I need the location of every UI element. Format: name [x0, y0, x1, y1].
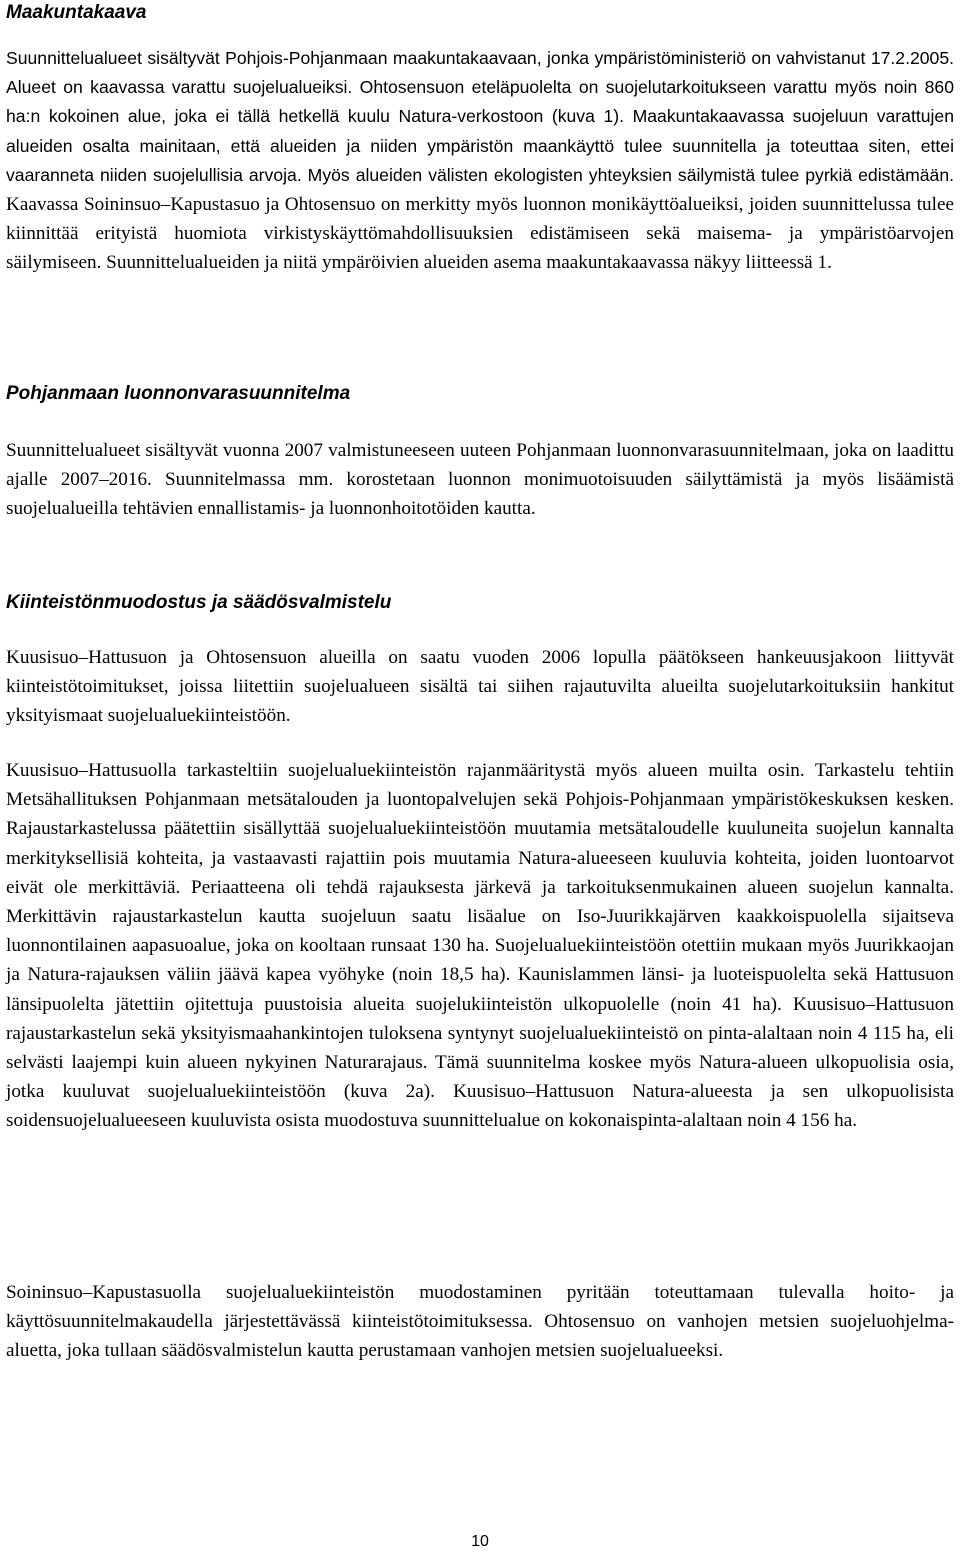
section-heading-luonnonvarasuunnitelma: Pohjanmaan luonnonvarasuunnitelma	[6, 383, 351, 404]
section-heading-kiinteistonmuodostus: Kiinteistönmuodostus ja säädösvalmistelu	[6, 592, 392, 613]
paragraph-soininsuo: Soininsuo–Kapustasuolla suojelualuekiinteistön muodostaminen pyritään toteuttamaan tulevalla hoito- ja käyttösuunnitelmakaudella järjestettävässä kiinteistötoimituksessa. Ohtosensuo on vanhojen metsien suojeluohjelma-aluetta, joka tullaan säädösvalmistelun kautta perustamaan vanhojen metsien suojelualueeksi.	[6, 1282, 954, 1362]
paragraph-kiinteistotoimitukset: Kuusisuo–Hattusuon ja Ohtosensuon alueilla on saatu vuoden 2006 lopulla päätökseen hankeuusjakoon liittyvät kiinteistötoimitukset, joissa liitettiin suojelualueen sisältä tai siihen rajautuvilta alueilta suojelutarkoituksiin hankitut yksityismaat suojelualuekiinteistöön.	[6, 647, 954, 727]
section-heading-maakuntakaava: Maakuntakaava	[6, 2, 147, 23]
paragraph-luonnonvarasuunnitelma: Suunnittelualueet sisältyvät vuonna 2007 valmistuneeseen uuteen Pohjanmaan luonnonvarasuunnitelmaan, joka on laadittu ajalle 2007–2016. Suunnitelmassa mm. korostetaan luonnon monimuotoisuuden säilyttämistä ja myös lisäämistä suojelualueilla tehtävien ennallistamis- ja luonnonhoitotöiden kautta.	[6, 440, 954, 520]
paragraph-text-sans: Suunnittelualueet sisältyvät Pohjois-Pohjanmaan maakuntakaavaan, jonka ympäristöministeriö on vahvistanut 17.2.2005. Alueet on kaavassa varattu suojelualueiksi. Ohtosensuon eteläpuolelta on suojelutarkoitukseen varattu myös noin 860 ha:n kokoinen alue, joka ei tällä hetkellä kuulu Natura-verkostoon (kuva 1). Maakuntakaavassa suojeluun varattujen alueiden osalta mainitaan, että alueiden ja niiden ympäristön maankäyttö tulee suunnitella ja toteuttaa siten, ettei vaaranneta niiden suojelullisia arvoja. Myös alueiden välisten ekologisten yhteyksien säilymistä tulee pyrkiä edistämään.	[6, 48, 954, 185]
paragraph-rajanmaaritys: Kuusisuo–Hattusuolla tarkasteltiin suojelualuekiinteistön rajanmääritystä myös alueen muilta osin. Tarkastelu tehtiin Metsähallituksen Pohjanmaan metsätalouden ja luontopalvelujen sekä Pohjois-Pohjanmaan ympäristökeskuksen kesken. Rajaustarkastelussa päätettiin sisällyttää suojelualuekiinteistöön muutamia metsätaloudelle kuuluneita suojelun kannalta merkityksellisiä kohteita, ja vastaavasti rajattiin pois muutamia Natura-alueeseen kuuluvia kohteita, joiden luontoarvot eivät ole merkittäviä. Periaatteena oli tehdä rajauksesta järkevä ja tarkoituksenmukainen alueen suojelun kannalta. Merkittävin rajaustarkastelun kautta suojeluun saatu lisäalue on Iso-Juurikkajärven kaakkoispuolella sijaitseva luonnontilainen aapasuoalue, joka on kooltaan runsaat 130 ha. Suojelualuekiinteistöön otettiin mukaan myös Juurikkaojan ja Natura-rajauksen väliin jäävä kapea vyöhyke (noin 18,5 ha). Kaunislammen länsi- ja luoteispuolelta sekä Hattusuon länsipuolelta jätettiin ojitettuja puustoisia alueita suojelukiinteistön ulkopuolelle (noin 41 ha). Kuusisuo–Hattusuon rajaustarkastelun sekä yksityismaahankintojen tuloksena syntynyt suojelualuekiinteistö on pinta-alaltaan noin 4 115 ha, eli selvästi laajempi kuin alueen nykyinen Naturarajaus. Tämä suunnitelma koskee myös Natura-alueen ulkopuolisia osia, jotka kuuluvat suojelualuekiinteistöön (kuva 2a). Kuusisuo–Hattusuon Natura-alueesta ja sen ulkopuolisista soidensuojelualueeseen kuuluvista osista muodostuva suunnittelualue on kokonaispinta-alaltaan noin 4 156 ha.	[6, 760, 954, 1132]
paragraph-maakuntakaava	[6, 44, 954, 278]
paragraph-text-serif: Kaavassa Soininsuo–Kapustasuo ja Ohtosensuo on merkitty myös luonnon monikäyttöalueiksi, joiden suunnittelussa tulee kiinnittää erityistä huomiota virkistyskäyttömahdollisuuksien edistämiseen sekä maisema- ja ympäristöarvojen säilymiseen. Suunnittelualueiden ja niitä ympäröivien alueiden asema maakuntakaavassa näkyy liitteessä 1.	[6, 194, 954, 274]
page-number: 10	[471, 1533, 489, 1550]
